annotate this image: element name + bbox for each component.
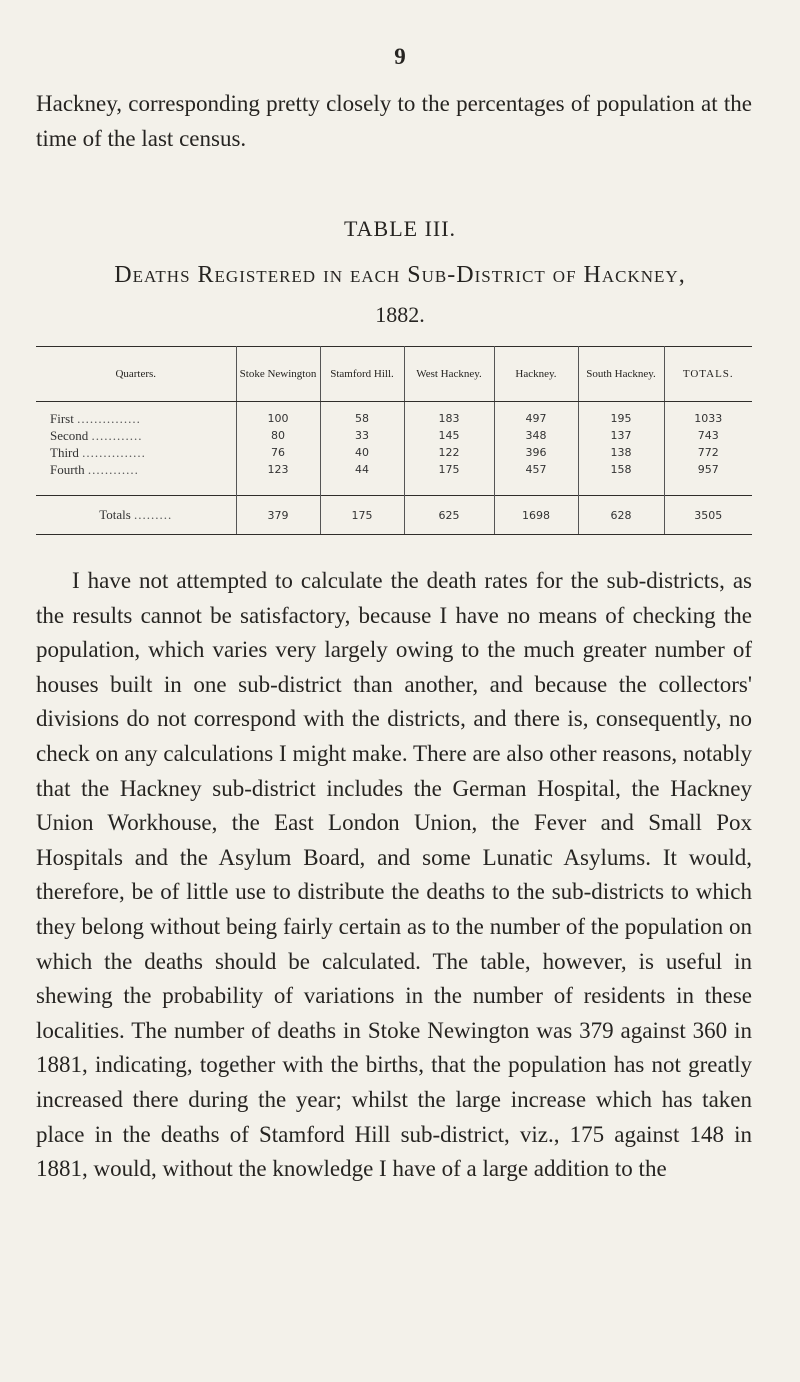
- row-label: First: [50, 410, 74, 426]
- column-header-stamford-hill: Stamford Hill.: [320, 347, 404, 402]
- column-header-totals: TOTALS.: [664, 347, 752, 402]
- table-row: [36, 427, 752, 444]
- table-cell: 1698: [494, 496, 578, 535]
- table-cell: 76: [236, 444, 320, 461]
- table-cell: 137: [578, 427, 664, 444]
- row-label: Fourth: [50, 461, 85, 477]
- table-row: [36, 402, 752, 428]
- table-cell: 122: [404, 444, 494, 461]
- body-paragraph: [36, 564, 752, 1187]
- column-header-quarters: Quarters.: [36, 347, 236, 402]
- leader-dots: ...............: [77, 410, 141, 426]
- table-cell: 58: [320, 402, 404, 428]
- table-cell: 628: [578, 496, 664, 535]
- table-cell: 40: [320, 444, 404, 461]
- table-cell: 123: [236, 461, 320, 478]
- table-cell: 80: [236, 427, 320, 444]
- table-cell: 158: [578, 461, 664, 478]
- table-cell: 396: [494, 444, 578, 461]
- column-header-west-hackney: West Hackney.: [404, 347, 494, 402]
- leader-dots: ...............: [82, 444, 146, 460]
- table-row: [36, 461, 752, 478]
- table-cell: 195: [578, 402, 664, 428]
- column-header-hackney: Hackney.: [494, 347, 578, 402]
- leader-dots: ............: [87, 461, 139, 477]
- table-cell: 183: [404, 402, 494, 428]
- table-cell: 145: [404, 427, 494, 444]
- table-cell: 138: [578, 444, 664, 461]
- table-cell: 3505: [664, 496, 752, 535]
- table-cell: 743: [697, 429, 719, 442]
- row-label: Second: [50, 427, 89, 443]
- table-cell: 348: [494, 427, 578, 444]
- table-cell: 175: [320, 496, 404, 535]
- table-caption: Deaths Registered in each Sub-District of Hackney,: [114, 262, 686, 288]
- column-header-south-hackney: South Hackney.: [578, 347, 664, 402]
- table-cell: 33: [320, 427, 404, 444]
- table-cell: 379: [236, 496, 320, 535]
- totals-label: Totals: [99, 507, 131, 522]
- table-cell: 100: [236, 402, 320, 428]
- row-label: Third: [50, 444, 79, 460]
- table-header-row: [36, 347, 752, 402]
- deaths-table: [36, 346, 752, 535]
- intro-paragraph: [36, 86, 752, 156]
- table-cell: 1033: [694, 412, 723, 425]
- body-text: I have not attempted to calculate the death rates for the sub-districts, as the results cannot be satisfactory, because I have no means of checking the population, which varies very largely owing to the much greater number of houses built in one sub-district than another, and because the collectors' divisions do not correspond with the districts, and there is, consequently, no check on any calculations I might make. There are also other reasons, notably that the Hackney sub-district includes the German Hospital, the Hackney Union Workhouse, the East London Union, the Fever and Small Pox Hospitals and the Asylum Board, and some Lunatic Asylums. It would, therefore, be of little use to distribute the deaths to the sub-districts to which they belong without being fairly certain as to the number of the population on which the deaths should be calculated. The table, however, is useful in shewing the probability of variations in the number of residents in these localities. The number of deaths in Stoke Newington was 379 against 360 in 1881, indicating, together with the births, that the population has not greatly increased there during the year; whilst the large increase which has taken place in the deaths of Stamford Hill sub-district, viz., 175 against 148 in 1881, would, without the knowledge I have of a large addition to the: [36, 568, 752, 1182]
- table-cell: 497: [494, 402, 578, 428]
- page-number: 9: [394, 44, 406, 69]
- table-cell: 625: [404, 496, 494, 535]
- column-header-stoke-newington: Stoke Newington: [236, 347, 320, 402]
- leader-dots: .........: [134, 507, 173, 522]
- table-row: [36, 444, 752, 461]
- table-year: 1882.: [375, 302, 425, 327]
- table-cell: 957: [697, 463, 719, 476]
- table-spacer-row: [36, 478, 752, 496]
- table-cell: 457: [494, 461, 578, 478]
- totals-row: [36, 496, 752, 535]
- table-title: TABLE III.: [343, 216, 457, 241]
- intro-text: Hackney, corresponding pretty closely to the percentages of population at the time of the last census.: [36, 91, 752, 151]
- table-cell: 44: [320, 461, 404, 478]
- table-cell: 175: [404, 461, 494, 478]
- table-cell: 772: [697, 446, 719, 459]
- leader-dots: ............: [91, 427, 143, 443]
